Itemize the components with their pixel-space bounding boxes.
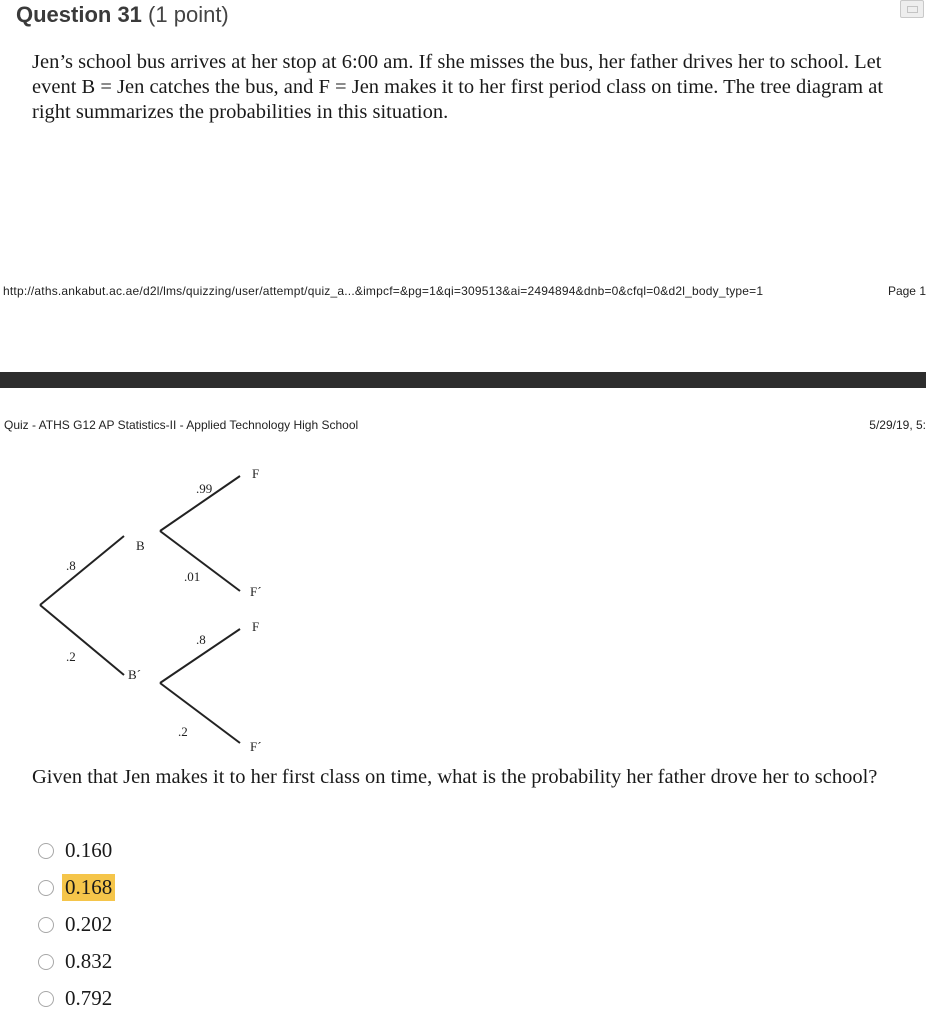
prob-Fc-given-B: .01 bbox=[184, 569, 201, 584]
flag-icon[interactable] bbox=[900, 0, 924, 18]
radio-button[interactable] bbox=[38, 954, 54, 970]
question-stem: Jen’s school bus arrives at her stop at 6:00 am. If she misses the bus, her father drives her to school. Let event B = Jen catches the bus, and F = Jen makes it to her first period class on time. The tree diagram at right summarizes the probabilities in this situation. bbox=[32, 51, 884, 123]
event-B-complement: B´ bbox=[128, 667, 141, 682]
prob-F-given-Bc: .8 bbox=[196, 632, 206, 647]
event-B: B bbox=[136, 538, 145, 553]
option-0832[interactable] bbox=[38, 943, 115, 980]
branch-Bc-Fc bbox=[160, 683, 240, 743]
option-0792[interactable] bbox=[38, 980, 115, 1017]
radio-button[interactable] bbox=[38, 991, 54, 1007]
option-0202[interactable] bbox=[38, 906, 115, 943]
prob-Fc-given-Bc: .2 bbox=[178, 724, 188, 739]
page-divider bbox=[0, 372, 926, 388]
branch-B bbox=[40, 536, 124, 605]
question-header bbox=[16, 2, 229, 28]
option-label-highlighted: 0.168 bbox=[62, 874, 115, 901]
print-header-date: 5/29/19, 5: bbox=[869, 418, 926, 432]
question-number: Question 31 bbox=[16, 2, 142, 27]
print-footer-url: http://aths.ankabut.ac.ae/d2l/lms/quizzing/user/attempt/quiz_a...&impcf=&pg=1&qi=309513&ai=2494894&dnb=0&cfql=0&d2l_body_type=1 bbox=[3, 284, 764, 298]
question-text: Given that Jen makes it to her first class on time, what is the probability her father drove her to school? bbox=[32, 766, 878, 788]
option-label: 0.832 bbox=[65, 949, 113, 973]
event-F-given-Bc: F bbox=[252, 619, 260, 634]
option-0160[interactable] bbox=[38, 832, 115, 869]
print-footer-page: Page 1 bbox=[887, 284, 926, 298]
option-label: 0.792 bbox=[65, 986, 113, 1010]
prob-B: .8 bbox=[66, 558, 76, 573]
branch-B-complement bbox=[40, 605, 124, 675]
option-label: 0.160 bbox=[65, 838, 113, 862]
event-Fc-given-Bc: F´ bbox=[250, 739, 262, 754]
option-0168[interactable] bbox=[38, 869, 115, 906]
question-points: (1 point) bbox=[148, 2, 229, 27]
print-header-title: Quiz - ATHS G12 AP Statistics-II - Applied Technology High School bbox=[4, 418, 359, 432]
tree-diagram bbox=[0, 440, 320, 770]
radio-button[interactable] bbox=[38, 843, 54, 859]
answer-options bbox=[38, 832, 115, 1017]
event-Fc-given-B: F´ bbox=[250, 584, 262, 599]
event-F-given-B: F bbox=[252, 466, 260, 481]
radio-button[interactable] bbox=[38, 880, 54, 896]
prob-B-complement: .2 bbox=[66, 649, 76, 664]
option-label: 0.202 bbox=[65, 912, 113, 936]
prob-F-given-B: .99 bbox=[196, 481, 213, 496]
radio-button[interactable] bbox=[38, 917, 54, 933]
